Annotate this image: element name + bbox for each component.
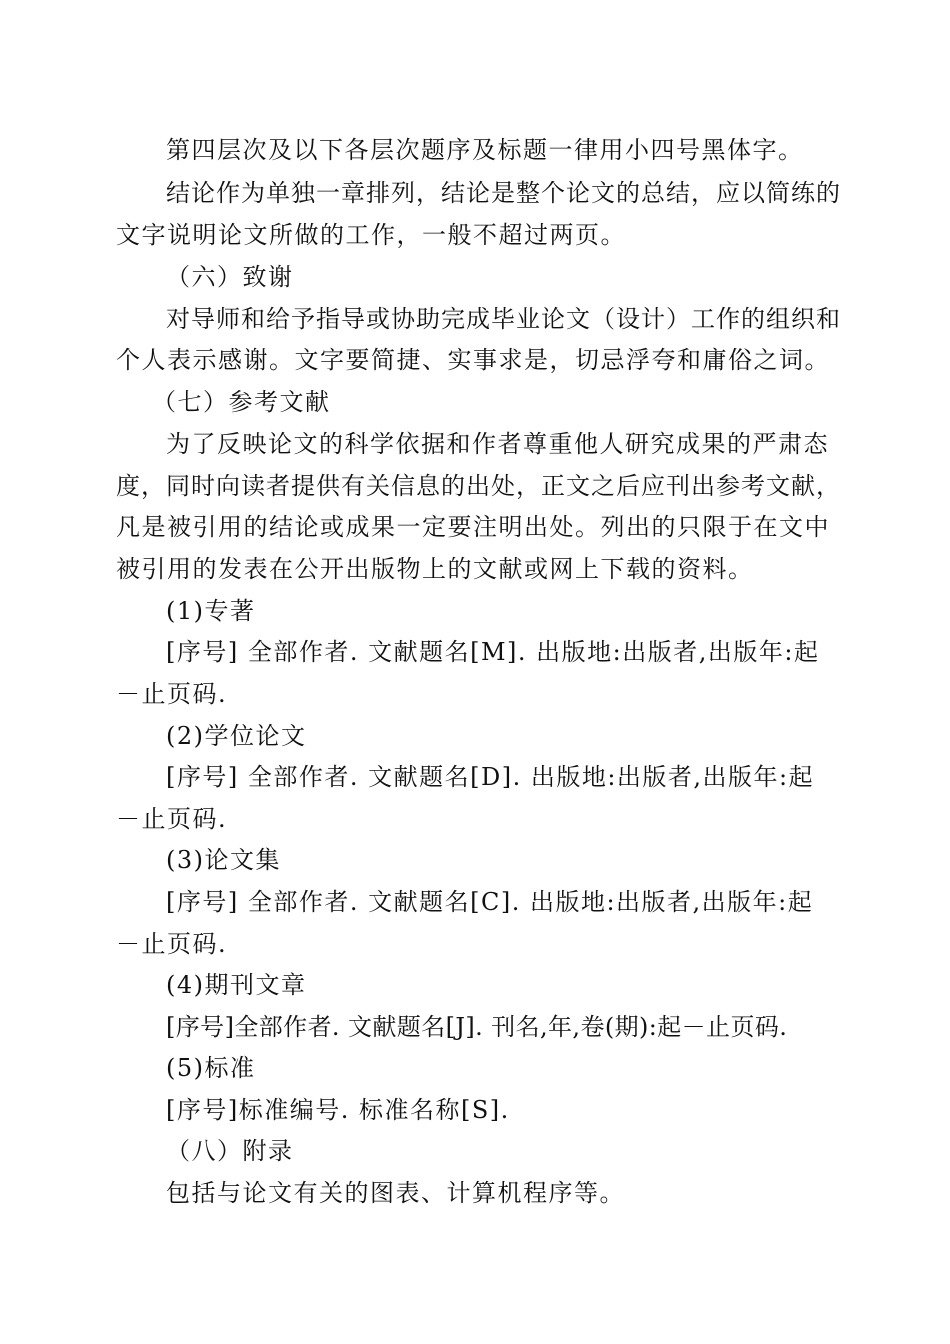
reference-type-label: (3)论文集 <box>166 846 281 874</box>
paragraph-line: 凡是被引用的结论或成果一定要注明出处。列出的只限于在文中 <box>116 513 830 541</box>
paragraph-line: 度，同时向读者提供有关信息的出处，正文之后应刊出参考文献， <box>116 472 841 500</box>
reference-format-line: －止页码. <box>116 805 228 833</box>
reference-format-line: [序号]标准编号. 标准名称[S]. <box>166 1096 510 1124</box>
paragraph-line: 被引用的发表在公开出版物上的文献或网上下载的资料。 <box>116 555 754 583</box>
reference-format-line: [序号]全部作者. 文献题名[J]. 刊名,年,卷(期):起－止页码. <box>166 1013 788 1041</box>
reference-type-label: (5)标准 <box>166 1054 256 1082</box>
paragraph-line: 为了反映论文的科学依据和作者尊重他人研究成果的严肃态 <box>166 430 829 458</box>
section-heading: （七）参考文献 <box>152 388 331 416</box>
reference-type-label: (1)专著 <box>166 597 256 625</box>
section-heading: （六）致谢 <box>166 263 294 291</box>
reference-format-line: [序号] 全部作者. 文献题名[M]. 出版地:出版者,出版年:起 <box>166 638 820 666</box>
reference-format-line: －止页码. <box>116 680 228 708</box>
paragraph-line: 结论作为单独一章排列，结论是整个论文的总结，应以简练的 <box>166 179 841 207</box>
paragraph-line: 第四层次及以下各层次题序及标题一律用小四号黑体字。 <box>166 136 804 164</box>
reference-format-line: [序号] 全部作者. 文献题名[C]. 出版地:出版者,出版年:起 <box>166 888 814 916</box>
paragraph-line: 文字说明论文所做的工作，一般不超过两页。 <box>116 221 626 249</box>
reference-format-line: －止页码. <box>116 930 228 958</box>
paragraph-line: 包括与论文有关的图表、计算机程序等。 <box>166 1179 625 1207</box>
paragraph-line: 对导师和给予指导或协助完成毕业论文（设计）工作的组织和 <box>166 305 841 333</box>
section-heading: （八）附录 <box>166 1137 294 1165</box>
reference-format-line: [序号] 全部作者. 文献题名[D]. 出版地:出版者,出版年:起 <box>166 763 815 791</box>
paragraph-line: 个人表示感谢。文字要简捷、实事求是，切忌浮夸和庸俗之词。 <box>116 346 830 374</box>
reference-type-label: (2)学位论文 <box>166 722 307 750</box>
reference-type-label: (4)期刊文章 <box>166 971 307 999</box>
